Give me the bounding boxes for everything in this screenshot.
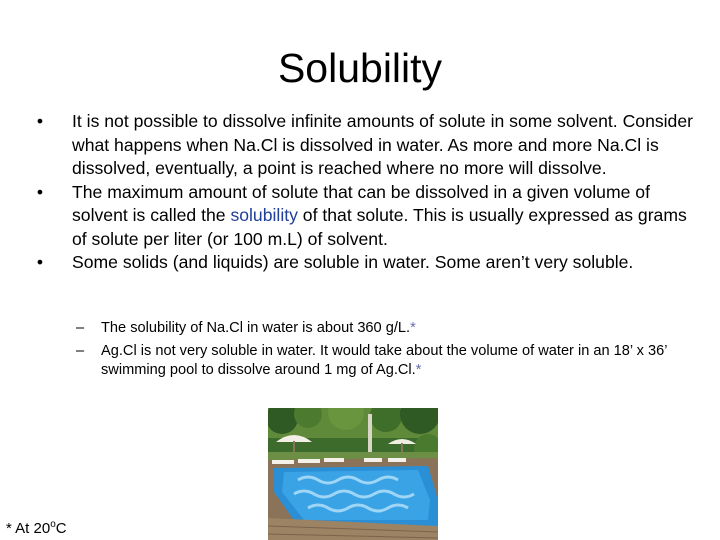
footnote-asterisk: *: [410, 320, 416, 336]
bullet-text: Some solids (and liquids) are soluble in water. Some aren’t very soluble.: [72, 252, 634, 272]
swimming-pool-photo: [268, 408, 438, 540]
bullet-marker: •: [36, 181, 44, 202]
bullet-marker: •: [36, 252, 44, 272]
sub-bullet-text: Ag.Cl is not very soluble in water. It would take about the volume of water in an 18’ x 36’ swimming pool to dissolve around 1 mg of Ag.Cl.: [101, 343, 667, 378]
bullet-list: [30, 110, 695, 275]
footnote-suffix: C: [55, 520, 67, 537]
sub-bullet-list: [76, 319, 676, 384]
footnote: [6, 515, 67, 539]
bullet-item: [30, 110, 695, 181]
bullet-item: [30, 251, 695, 275]
sub-bullet-text: The solubility of Na.Cl in water is about 360 g/L.: [101, 320, 411, 336]
bullet-marker: •: [36, 111, 44, 131]
sub-bullet-marker: –: [76, 320, 85, 336]
bullet-text-continued: of that solute. This is usually expressed as grams of solute per liter (or 100 m.L) of solvent.: [72, 205, 687, 249]
sub-bullet-marker: –: [76, 343, 85, 359]
footnote-asterisk: *: [415, 362, 422, 378]
footnote-prefix: * At 20: [6, 520, 51, 537]
bullet-text: The maximum amount of solute that can be dissolved in a given volume of solvent is called the: [72, 181, 650, 225]
slide-title: Solubility: [277, 45, 443, 91]
sub-bullet-item: [76, 319, 676, 338]
bullet-text: It is not possible to dissolve infinite amounts of solute in some solvent. Consider what happens when Na.Cl is dissolved in water. As more and more Na.Cl is dissolved, eventually, a point is reached where no more will dissolve.: [72, 111, 693, 178]
degree-superscript: o: [50, 519, 56, 530]
bullet-item: [30, 181, 695, 252]
highlighted-term: solubility: [230, 205, 298, 225]
sub-bullet-item: [76, 342, 676, 380]
